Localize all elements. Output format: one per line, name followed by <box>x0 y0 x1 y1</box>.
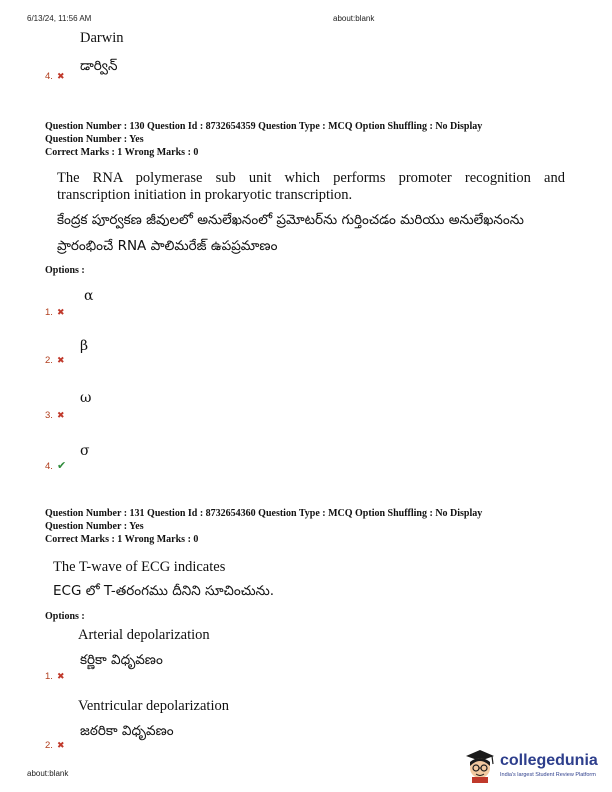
q130-te-line2: ప్రారంభించే RNA పాలిమరేజ్ ఉపప్రమాణం <box>57 238 278 254</box>
q130-option-1-text: α <box>84 288 94 304</box>
q131-option-2-english: Ventricular depolarization <box>78 698 229 714</box>
q130-option-4 <box>45 456 66 474</box>
q130-meta <box>45 120 575 159</box>
option-number: 1. <box>45 671 53 682</box>
q130-marks: Correct Marks : 1 Wrong Marks : 0 <box>45 147 199 158</box>
q130-option-2-text: β <box>80 338 89 354</box>
collegedunia-logo <box>462 744 610 788</box>
q130-option-3-text: ω <box>80 390 92 406</box>
q130-meta-line1: Question Number : 130 Question Id : 8732654359 Question Type : MCQ Option Shuffling : No Display <box>45 121 483 132</box>
option-number: 3. <box>45 410 53 421</box>
prev-option-4 <box>45 66 64 84</box>
q131-option-2 <box>45 735 64 753</box>
q130-te-line1: కేంద్రక పూర్వకణ జీవులలో అనులేఖనంలో ప్రమోటర్‌ను గుర్తించడం మరియు అనులేఖనంను <box>57 212 524 228</box>
option-number: 4. <box>45 71 53 82</box>
checkmark-icon: ✔ <box>56 459 67 472</box>
cross-icon: ✖ <box>56 72 65 82</box>
q130-question-english <box>57 170 565 204</box>
q130-question-telugu <box>57 210 577 256</box>
q130-option-2 <box>45 350 64 368</box>
q130-option-1 <box>45 302 64 320</box>
print-footer-url: about:blank <box>27 769 69 778</box>
q131-meta-line1: Question Number : 131 Question Id : 8732654360 Question Type : MCQ Option Shuffling : No Display <box>45 508 483 519</box>
q131-meta-line2: Question Number : Yes <box>45 521 144 532</box>
q131-option-1 <box>45 666 64 684</box>
q131-marks: Correct Marks : 1 Wrong Marks : 0 <box>45 534 199 545</box>
logo-tagline: India's largest Student Review Platform <box>500 772 596 778</box>
q131-meta <box>45 507 575 546</box>
q130-en-line2: transcription initiation in prokaryotic transcription. <box>57 187 353 203</box>
print-datetime: 6/13/24, 11:56 AM <box>27 14 92 23</box>
prev-option-4-english: Darwin <box>80 30 124 46</box>
q130-options-label: Options : <box>45 265 85 276</box>
q131-option-1-telugu: కర్ణికా విధృవణం <box>80 652 163 668</box>
option-number: 2. <box>45 740 53 751</box>
q131-option-2-telugu: జఠరికా విధృవణం <box>80 723 174 739</box>
mascot-icon <box>462 746 498 784</box>
q130-option-4-text: σ <box>80 443 90 459</box>
cross-icon: ✖ <box>56 411 65 421</box>
print-page-title: about:blank <box>333 14 375 23</box>
q131-question-telugu: ECG లో T-తరంగము దీనిని సూచించును. <box>53 583 275 599</box>
cross-icon: ✖ <box>56 356 65 366</box>
q131-option-1-english: Arterial depolarization <box>78 627 210 643</box>
q130-en-line1: The RNA polymerase sub unit which performs promoter recognition and <box>57 170 565 186</box>
q131-options-label: Options : <box>45 611 85 622</box>
cross-icon: ✖ <box>56 308 65 318</box>
q131-question-english: The T-wave of ECG indicates <box>53 559 226 575</box>
q130-meta-line2: Question Number : Yes <box>45 134 144 145</box>
cross-icon: ✖ <box>56 741 65 751</box>
prev-option-4-telugu: డార్విన్ <box>80 58 118 74</box>
option-number: 1. <box>45 307 53 318</box>
option-number: 2. <box>45 355 53 366</box>
q130-option-3 <box>45 405 64 423</box>
option-number: 4. <box>45 461 53 472</box>
logo-name: collegedunia <box>500 752 598 769</box>
cross-icon: ✖ <box>56 672 65 682</box>
